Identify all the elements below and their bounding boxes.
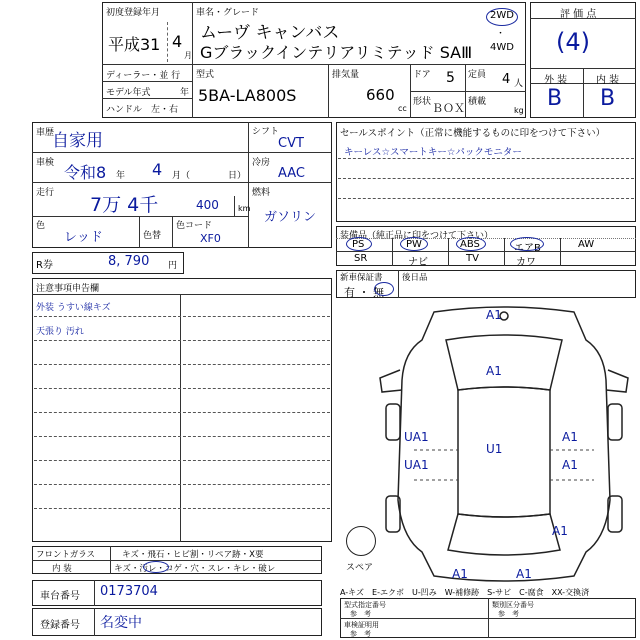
handle-label: ハンドル 左・右 [106, 105, 179, 115]
equip-aw: AW [578, 239, 595, 250]
damage-mark-right-rear-door: A1 [562, 458, 578, 472]
damage-mark-right-front-door: A1 [562, 430, 578, 444]
r-ticket-label: R券 [36, 260, 53, 271]
disp-unit: cc [398, 104, 407, 113]
notes-line-1: 外装 うすい線キズ [36, 303, 111, 313]
interior-label: 内 装 [596, 75, 620, 86]
inspection-day-unit: 日） [228, 171, 247, 181]
type-value: 5BA-LA800S [198, 86, 297, 105]
later-items-label: 後日品 [402, 273, 428, 283]
ref-label-1: 参 考 [350, 610, 371, 618]
ref-label-2: 参 考 [498, 610, 519, 618]
interior-dirt-circle [143, 561, 169, 573]
warranty-value: 有 ・ 無 [344, 286, 384, 299]
damage-mark-front: A1 [486, 308, 502, 322]
front-glass-label: フロントガラス [36, 550, 95, 560]
shape-label: 形状 [413, 97, 432, 107]
equip-tv: TV [466, 253, 479, 264]
door-label: ドア [413, 70, 431, 80]
inspection-era: 令和8 [64, 163, 107, 182]
shift-value: CVT [278, 136, 304, 151]
damage-mark-left-rear-door: UA1 [404, 458, 429, 472]
color-code-value: XF0 [200, 232, 221, 245]
inspection-month: 4 [152, 160, 163, 179]
interior-grade: B [600, 86, 616, 111]
equip-ps-circle [346, 237, 372, 251]
inspection-month-unit: 月（ [172, 171, 191, 181]
equip-abs: ABS [460, 239, 480, 250]
color-label: 色 [36, 221, 46, 231]
door-value: 5 [446, 70, 455, 86]
r-ticket-value: 8, 790 [108, 254, 150, 269]
exterior-label: 外 装 [544, 75, 568, 86]
capacity-value: 4 [502, 72, 511, 87]
fuel-value: ガソリン [264, 210, 317, 225]
equip-airbag: エアB [514, 243, 541, 254]
ref-label-3: 参 考 [350, 630, 371, 638]
equip-airbag-circle [510, 237, 544, 251]
warranty-none-circle [374, 282, 394, 296]
disp-label: 排気量 [332, 70, 360, 80]
mileage-unit: km [238, 204, 251, 213]
damage-mark-right-rear-quarter: A1 [552, 524, 568, 538]
first-reg-era: 平成31 [108, 35, 161, 54]
ac-value: AAC [278, 166, 305, 181]
sales-points-text: キーレス☆スマートキー☆パックモニター [344, 147, 522, 158]
r-ticket-unit: 円 [168, 261, 178, 271]
usage-label: 車歴 [36, 128, 55, 138]
equip-ps: PS [352, 239, 365, 250]
color-value: レッド [64, 230, 103, 245]
equip-pw: PW [406, 239, 422, 250]
car-name: ムーヴ キャンバス [200, 23, 340, 43]
damage-mark-rear-right: A1 [516, 567, 532, 581]
model-year-label: モデル年式 [106, 88, 151, 98]
warranty-label: 新車保証書 [340, 273, 383, 283]
chassis-value: 0173704 [100, 584, 158, 599]
ac-label: 冷房 [252, 158, 271, 168]
inspection-label: 車検 [36, 158, 55, 168]
mileage-value: 7万 4千 [90, 194, 159, 216]
month-unit: 月 [184, 51, 192, 60]
damage-mark-hood: A1 [486, 364, 502, 378]
interior-cond-label: 内 装 [52, 564, 72, 574]
capacity-label: 定員 [468, 70, 487, 80]
color-swap-label: 色替 [143, 231, 162, 241]
first-reg-label: 初度登録年月 [106, 8, 161, 18]
equip-leather: カワ [516, 257, 536, 268]
fuel-label: 燃料 [252, 188, 271, 198]
dealer-label: ディーラー・並 行 [106, 71, 181, 81]
equip-abs-circle [456, 237, 486, 251]
color-code-label: 色コード [176, 221, 213, 231]
load-label: 積載 [468, 97, 487, 107]
first-reg-month: 4 [172, 32, 183, 51]
front-glass-value: キズ・飛石・ヒビ割・リペア跡・X要 [122, 550, 264, 560]
shape-value: ＢＯＸ [432, 102, 465, 115]
equipment-label: 装備品（純正品に印をつけて下さい） [340, 231, 494, 241]
usage-value: 自家用 [52, 131, 103, 151]
drive-2wd: 2WD [490, 10, 514, 21]
cert-no-label: 車検証明用 [344, 621, 379, 629]
chassis-label: 車台番号 [40, 591, 80, 602]
damage-legend: A-キズ E-エクボ U-凹み W-補修跡 S-サビ C-腐食 XX-交換済 [340, 588, 590, 597]
equip-pw-circle [400, 237, 428, 251]
interior-cond-value: キズ・汚レ・コゲ・穴・スレ・キレ・破レ [114, 564, 276, 574]
disp-value: 660 [366, 86, 395, 104]
car-grade: Gブラックインテリアリミテッド SAⅢ [200, 43, 473, 62]
mileage-sub: 400 [196, 198, 219, 212]
notes-line-2: 天張り 汚れ [36, 327, 84, 337]
damage-mark-left-front-door: UA1 [404, 430, 429, 444]
notes-label: 注意事項申告欄 [36, 284, 100, 294]
sales-points-label: セールスポイント（正常に機能するものに印をつけて下さい） [340, 128, 606, 139]
damage-mark-rear-left: A1 [452, 567, 468, 581]
type-label: 型式 [196, 70, 215, 80]
spare-tire-icon [346, 526, 376, 556]
exterior-grade: B [547, 86, 563, 111]
capacity-unit: 人 [514, 79, 524, 89]
registration-value: 名変中 [100, 615, 142, 631]
car-name-label: 車名・グレード [196, 8, 260, 18]
load-unit: kg [514, 106, 524, 115]
drive-dot: ・ [496, 29, 506, 39]
shift-label: シフト [252, 127, 280, 137]
car-diagram [374, 300, 634, 590]
type-cert-label: 型式指定番号 [344, 601, 386, 609]
inspection-year-unit: 年 [116, 171, 126, 181]
mileage-label: 走行 [36, 188, 55, 198]
damage-mark-roof: U1 [486, 442, 503, 456]
drive-4wd: 4WD [490, 42, 514, 53]
spare-label: スペア [346, 563, 374, 573]
rating-label: 評 価 点 [560, 9, 597, 20]
registration-label: 登録番号 [40, 620, 80, 631]
equip-sr: SR [354, 253, 368, 264]
class-no-label: 類別区分番号 [492, 601, 534, 609]
year-unit: 年 [180, 88, 190, 98]
notes-box [32, 278, 332, 542]
rating-score: (4) [556, 28, 590, 56]
equip-navi: ナビ [408, 257, 428, 268]
